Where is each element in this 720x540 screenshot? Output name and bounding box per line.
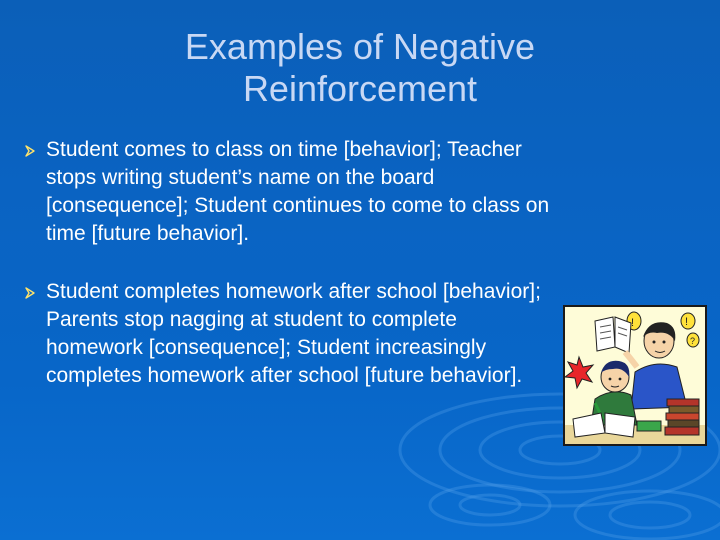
homework-clipart-icon <box>565 307 705 444</box>
svg-text:?: ? <box>690 336 696 346</box>
svg-text:!: ! <box>685 316 689 328</box>
bullet-list <box>18 136 578 390</box>
bullet-text: Student completes homework after school [behavior]; Parents stop nagging at student to complete homework [consequence]; Student increasingly completes homework after school [future behavior]. <box>46 280 541 387</box>
homework-clipart <box>563 305 707 446</box>
svg-text:!: ! <box>631 317 635 329</box>
bullet-item <box>18 136 578 248</box>
bullet-item <box>18 278 578 390</box>
slide-title: Examples of Negative Reinforcement <box>184 26 536 109</box>
bullet-text: Student comes to class on time [behavior]; Teacher stops writing student’s name on the board [consequence]; Student continues to come to class on time [future behavior]. <box>46 138 550 245</box>
arrow-bullet-icon <box>24 287 36 299</box>
arrow-bullet-icon <box>24 145 36 157</box>
